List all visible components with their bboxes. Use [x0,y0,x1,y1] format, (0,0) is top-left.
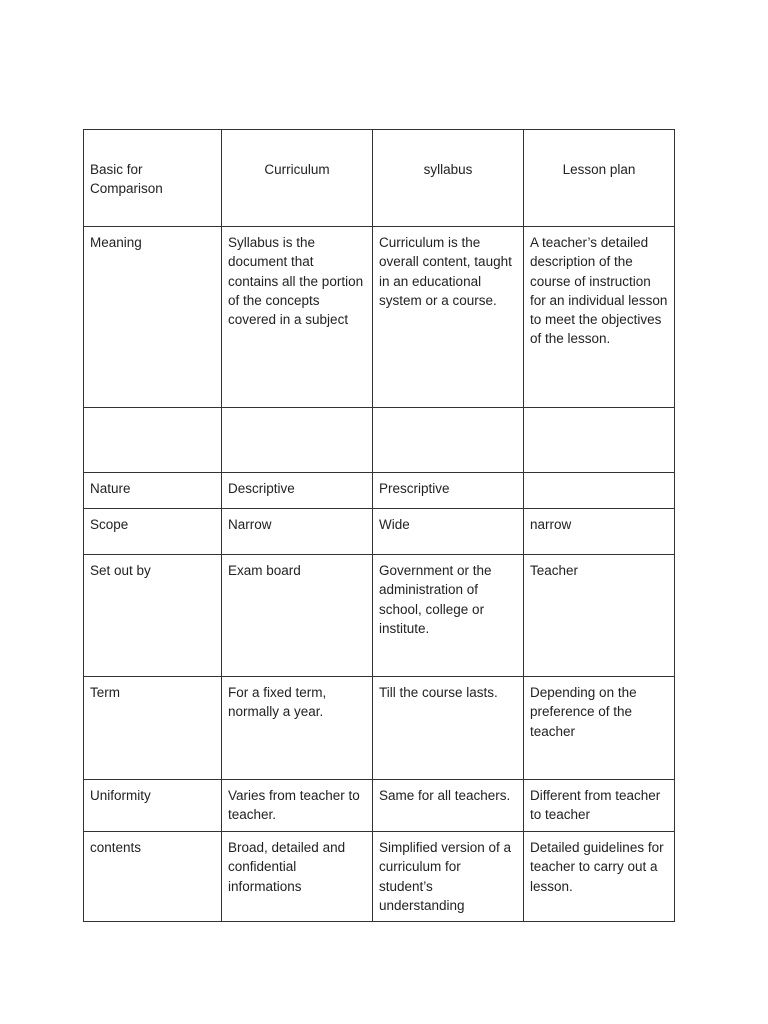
table-row [84,227,675,408]
table-row [84,509,675,555]
comparison-table [83,129,675,922]
row-label: Nature [84,473,222,509]
cell-lesson-plan: Different from teacher to teacher [524,780,675,832]
cell-lesson-plan: narrow [524,509,675,555]
row-label [84,408,222,473]
row-label: Meaning [84,227,222,408]
cell-curriculum: Narrow [222,509,373,555]
row-label: Scope [84,509,222,555]
cell-syllabus [373,408,524,473]
cell-syllabus: Till the course lasts. [373,677,524,780]
table-header-row [84,130,675,227]
cell-syllabus: Wide [373,509,524,555]
table-row [84,780,675,832]
row-label: Set out by [84,555,222,677]
cell-lesson-plan: A teacher’s detailed description of the course of instruction for an individual lesson to meet the objectives of the lesson. [524,227,675,408]
cell-curriculum: Descriptive [222,473,373,509]
header-syllabus: syllabus [373,130,524,227]
cell-lesson-plan: Teacher [524,555,675,677]
header-curriculum: Curriculum [222,130,373,227]
row-label: Term [84,677,222,780]
cell-syllabus: Government or the administration of school, college or institute. [373,555,524,677]
cell-syllabus: Same for all teachers. [373,780,524,832]
cell-syllabus: Simplified version of a curriculum for student’s understanding [373,832,524,922]
cell-curriculum: Exam board [222,555,373,677]
table-row [84,555,675,677]
cell-lesson-plan: Depending on the preference of the teacher [524,677,675,780]
cell-lesson-plan: Detailed guidelines for teacher to carry out a lesson. [524,832,675,922]
row-label: Uniformity [84,780,222,832]
cell-curriculum: Broad, detailed and confidential informations [222,832,373,922]
cell-curriculum: Varies from teacher to teacher. [222,780,373,832]
header-lesson-plan: Lesson plan [524,130,675,227]
cell-lesson-plan [524,473,675,509]
cell-syllabus: Curriculum is the overall content, taught in an educational system or a course. [373,227,524,408]
cell-curriculum [222,408,373,473]
table-row [84,473,675,509]
cell-lesson-plan [524,408,675,473]
cell-curriculum: Syllabus is the document that contains all the portion of the concepts covered in a subject [222,227,373,408]
row-label: contents [84,832,222,922]
header-basis: Basic for Comparison [84,130,222,227]
table-row [84,408,675,473]
table-row [84,832,675,922]
cell-curriculum: For a fixed term, normally a year. [222,677,373,780]
cell-syllabus: Prescriptive [373,473,524,509]
table-row [84,677,675,780]
